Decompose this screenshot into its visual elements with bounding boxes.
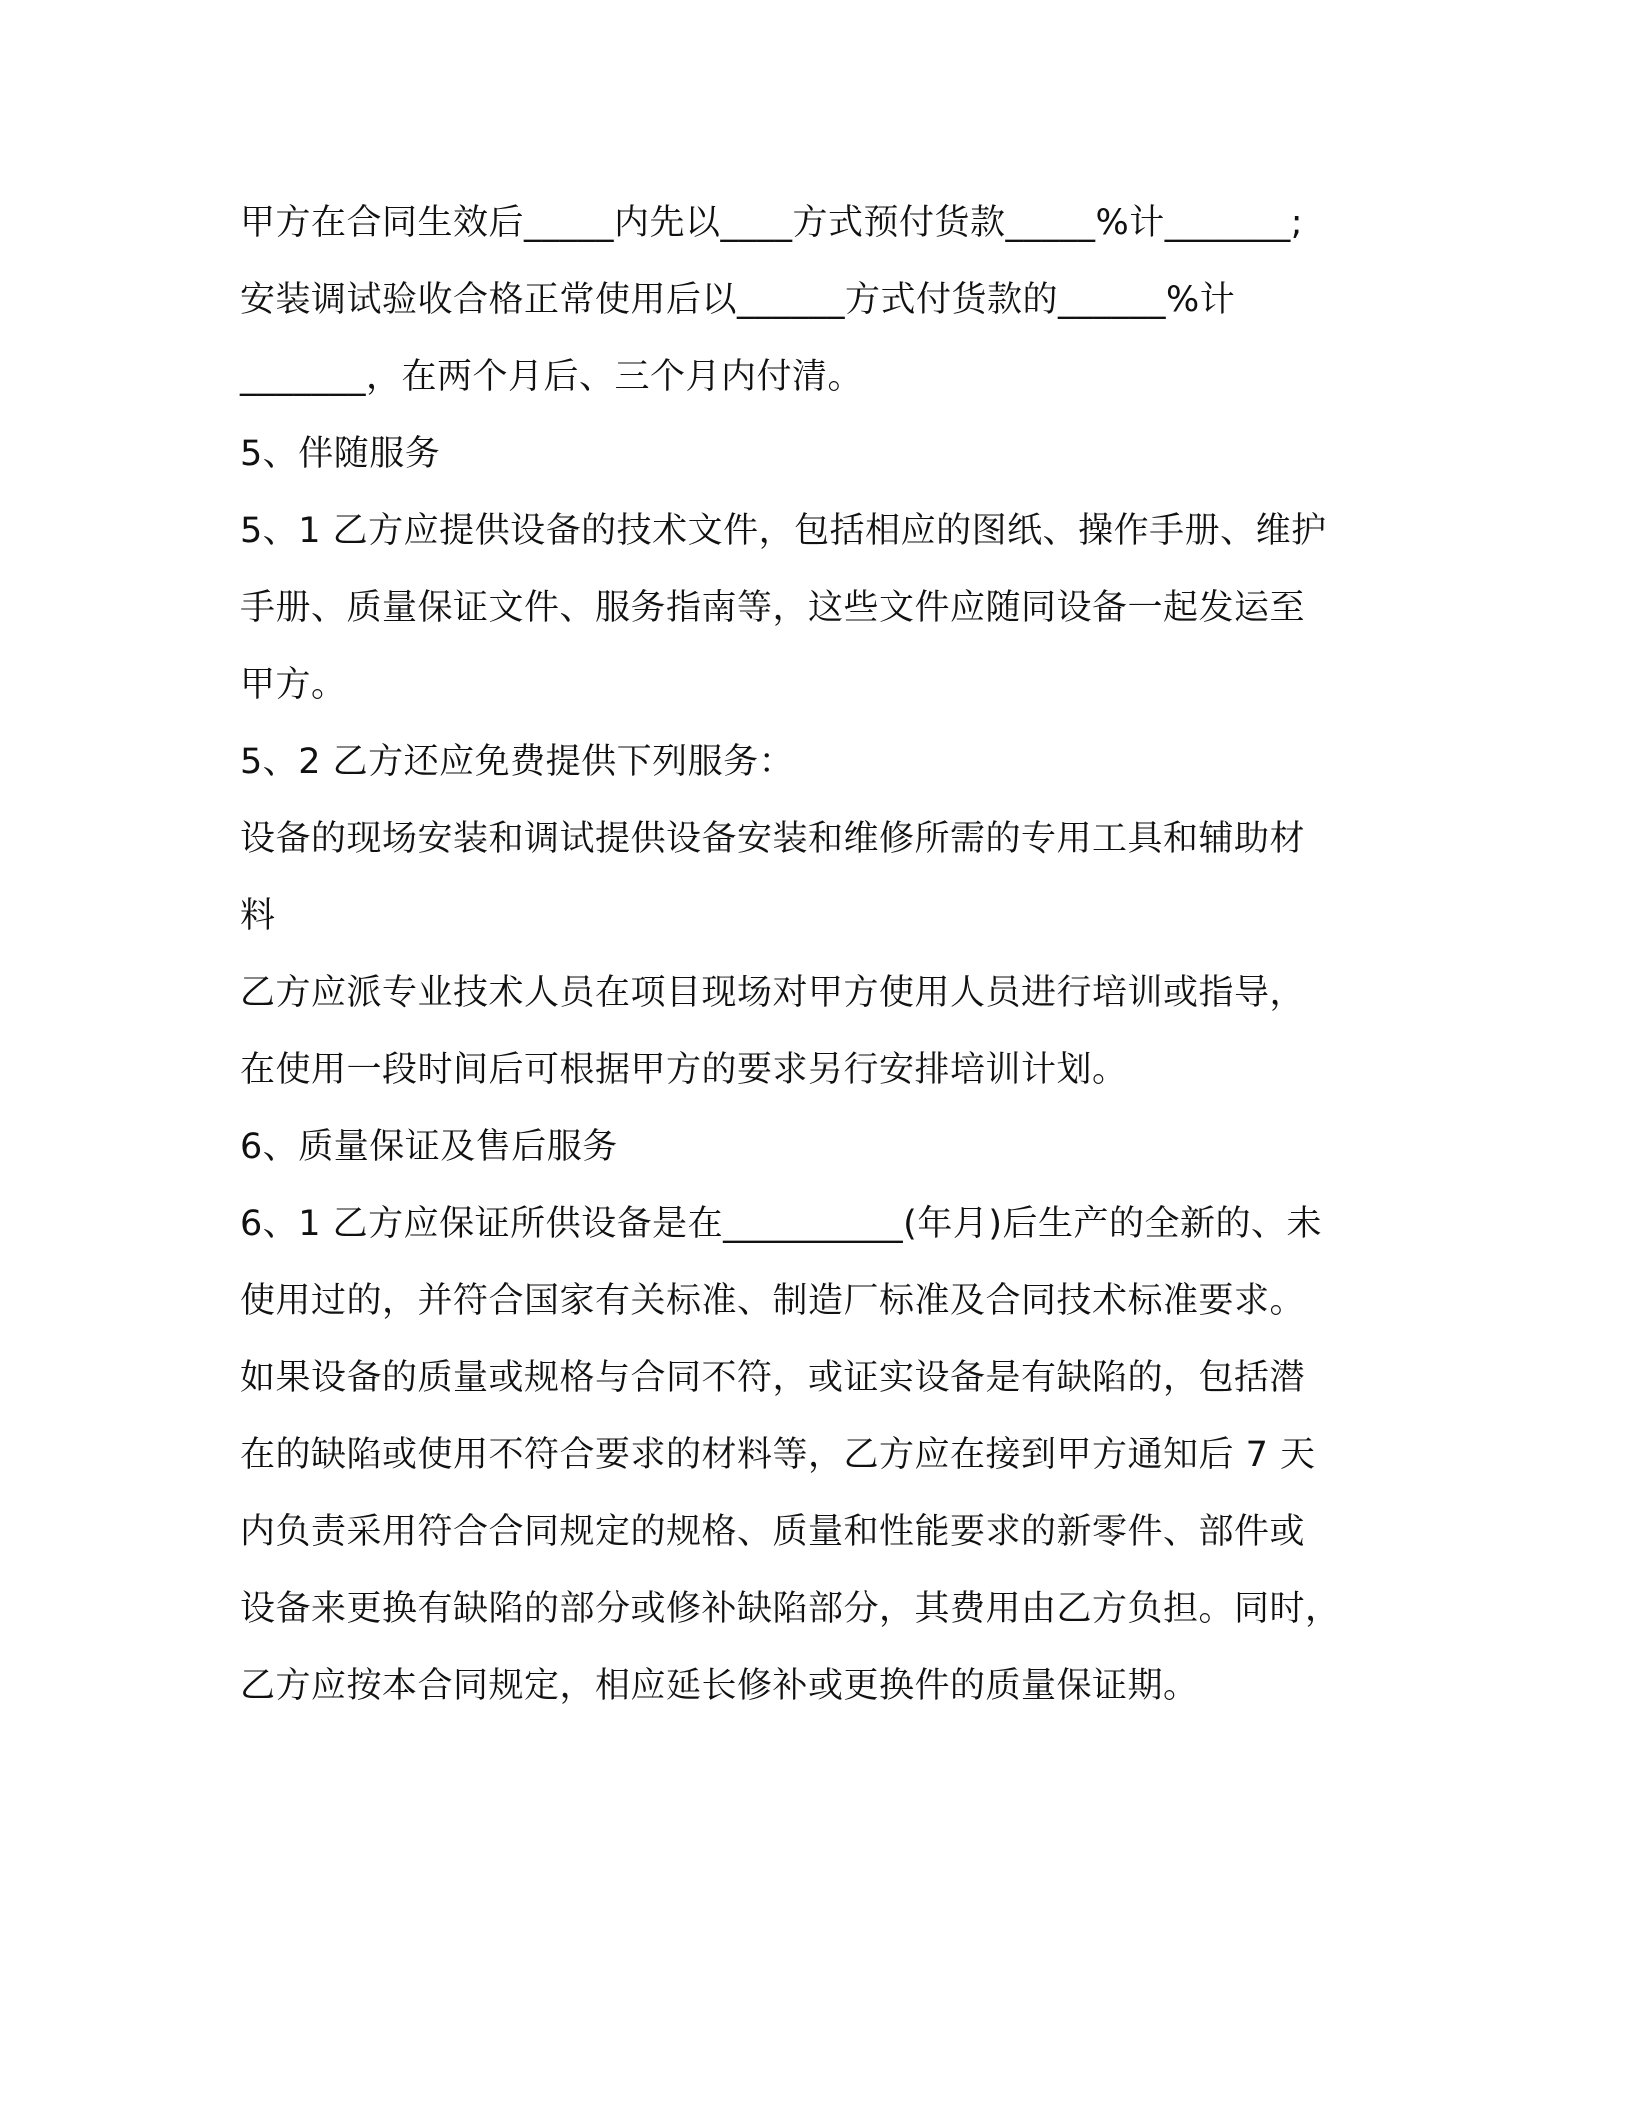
clause-6-1-line-2: 使用过的，并符合国家有关标准、制造厂标准及合同技术标准要求。 xyxy=(240,1281,1306,1321)
payment-terms-line-3: _______，在两个月后、三个月内付清。 xyxy=(240,357,864,397)
clause-6-1-line-1: 6、1 乙方应保证所供设备是在__________(年月)后生产的全新的、未 xyxy=(240,1204,1322,1244)
clause-6-1-line-6: 设备来更换有缺陷的部分或修补缺陷部分，其费用由乙方负担。同时， xyxy=(240,1589,1341,1629)
section-heading-quality-assurance: 6、质量保证及售后服务 xyxy=(240,1127,618,1167)
clause-5-1-line-1: 5、1 乙方应提供设备的技术文件，包括相应的图纸、操作手册、维护 xyxy=(240,511,1327,551)
section-heading-accompanying-services: 5、伴随服务 xyxy=(240,434,441,474)
service-item-1-line-2: 料 xyxy=(240,896,276,936)
payment-terms-line-1: 甲方在合同生效后_____内先以____方式预付货款_____%计_______; xyxy=(240,203,1304,243)
service-item-1-line-1: 设备的现场安装和调试提供设备安装和维修所需的专用工具和辅助材 xyxy=(240,819,1306,859)
clause-6-1-line-5: 内负责采用符合合同规定的规格、质量和性能要求的新零件、部件或 xyxy=(240,1512,1306,1552)
payment-terms-line-2: 安装调试验收合格正常使用后以______方式付货款的______%计 xyxy=(240,280,1236,320)
clause-5-1-line-2: 手册、质量保证文件、服务指南等，这些文件应随同设备一起发运至 xyxy=(240,588,1306,628)
service-item-2-line-1: 乙方应派专业技术人员在项目现场对甲方使用人员进行培训或指导， xyxy=(240,973,1306,1013)
clause-5-2-line-1: 5、2 乙方还应免费提供下列服务： xyxy=(240,742,795,782)
clause-6-1-line-3: 如果设备的质量或规格与合同不符，或证实设备是有缺陷的，包括潜 xyxy=(240,1358,1306,1398)
clause-5-1-line-3: 甲方。 xyxy=(240,665,347,705)
clause-6-1-line-4: 在的缺陷或使用不符合要求的材料等，乙方应在接到甲方通知后 7 天 xyxy=(240,1435,1316,1475)
document-body xyxy=(240,185,1420,1725)
service-item-2-line-2: 在使用一段时间后可根据甲方的要求另行安排培训计划。 xyxy=(240,1050,1128,1090)
clause-6-1-line-7: 乙方应按本合同规定，相应延长修补或更换件的质量保证期。 xyxy=(240,1666,1199,1706)
